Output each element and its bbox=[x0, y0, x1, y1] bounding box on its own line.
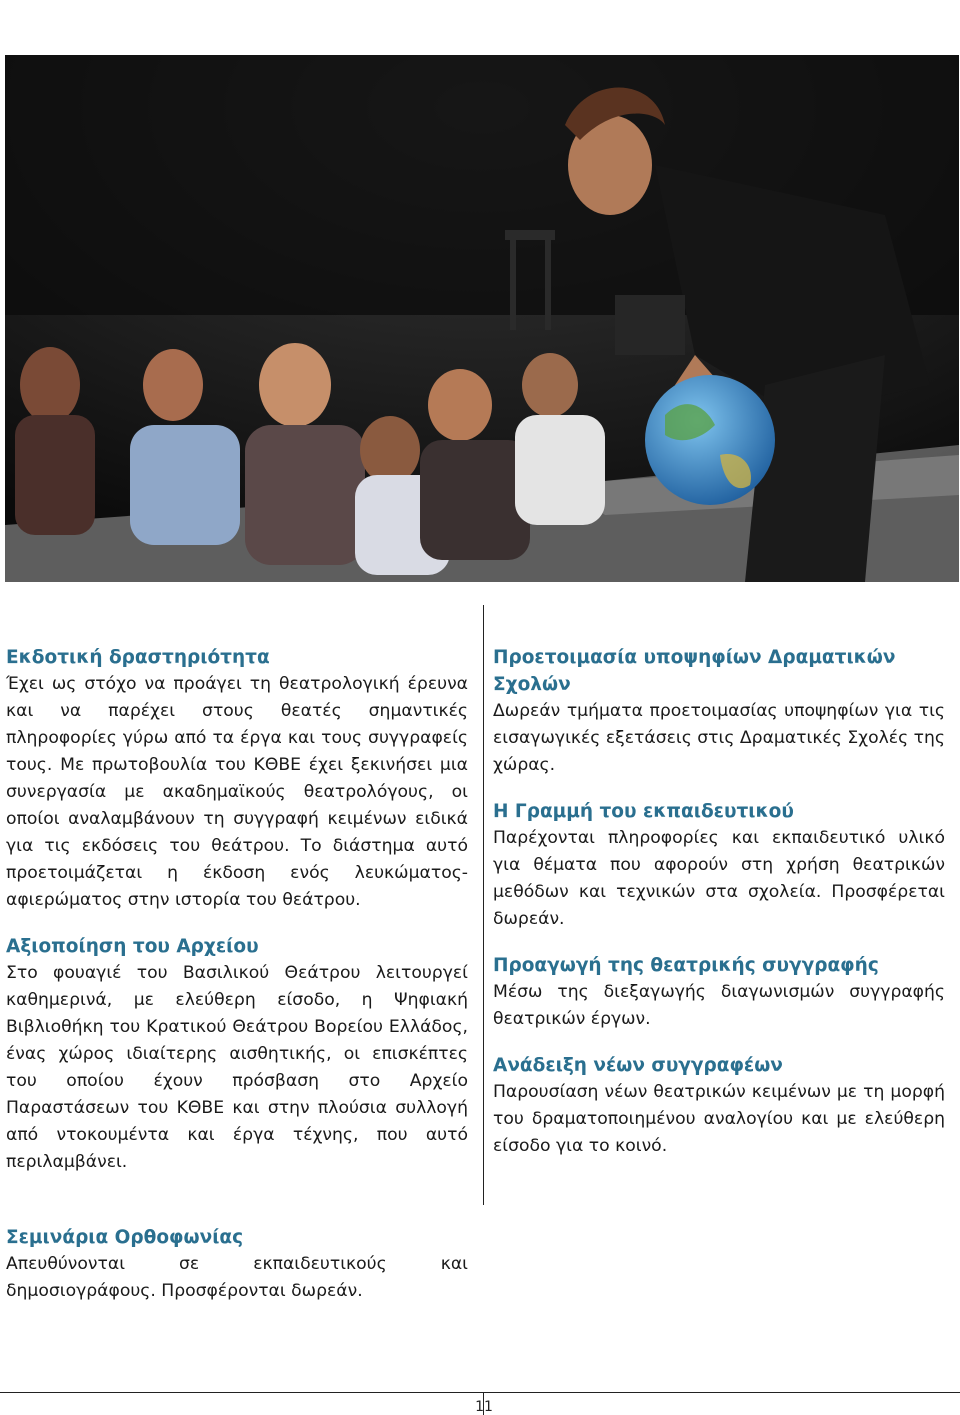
theatre-workshop-photo bbox=[5, 55, 959, 582]
section-body: Παρέχονται πληροφορίες και εκπαιδευτικό υλικό για θέματα που αφορούν στη χρήση θεατρικών μεθόδων και τεχνικών στα σχολεία. Προσφέρεται δωρεάν. bbox=[493, 828, 945, 929]
section-title: Η Γραμμή του εκπαιδευτικού bbox=[493, 801, 794, 822]
section-body: Στο φουαγιέ του Βασιλικού Θεάτρου λειτουργεί καθημερινά, με ελεύθερη είσοδο, η Ψηφιακή Βιβλιοθήκη του Κρατικού Θεάτρου Βορείου Ελλάδος, ένας χώρος ιδιαίτερης αισθητικής, οι επισκέπτες του οποίου έχουν πρόσβαση στο Αρχείο Παραστάσεων του ΚΘΒΕ και στην πλούσια συλλογή από ντοκουμέντα και έργα τέχνης, που αυτό περιλαμβάνει. bbox=[6, 963, 468, 1172]
section-title: Προετοιμασία υποψηφίων Δραματικών Σχολών bbox=[493, 647, 896, 695]
right-column bbox=[493, 644, 945, 1179]
footer-rule bbox=[0, 1392, 960, 1393]
section-title: Αξιοποίηση του Αρχείου bbox=[6, 936, 259, 957]
photo-illustration bbox=[5, 55, 959, 582]
section-drama-school-prep bbox=[493, 644, 945, 779]
section-title: Ανάδειξη νέων συγγραφέων bbox=[493, 1055, 783, 1076]
section-title: Προαγωγή της θεατρικής συγγραφής bbox=[493, 955, 879, 976]
section-teacher-line bbox=[493, 798, 945, 933]
section-body: Παρουσίαση νέων θεατρικών κειμένων με τη μορφή του δραματοποιημένου αναλογίου και με ελεύθερη είσοδο για το κοινό. bbox=[493, 1082, 945, 1156]
section-title: Σεμινάρια Ορθοφωνίας bbox=[6, 1227, 244, 1248]
section-publishing bbox=[6, 644, 468, 914]
section-body: Μέσω της διεξαγωγής διαγωνισμών συγγραφής θεατρικών έργων. bbox=[493, 982, 945, 1029]
column-divider bbox=[483, 605, 484, 1205]
left-column bbox=[6, 644, 468, 1195]
page-number: 11 bbox=[475, 1399, 493, 1415]
section-diction-seminars bbox=[6, 1224, 468, 1305]
section-body: Απευθύνονται σε εκπαιδευτικούς και δημοσιογράφους. Προσφέρονται δωρεάν. bbox=[6, 1254, 468, 1301]
section-playwriting bbox=[493, 952, 945, 1033]
section-archive bbox=[6, 933, 468, 1176]
section-body: Έχει ως στόχο να προάγει τη θεατρολογική έρευνα και να παρέχει στους θεατές σημαντικές πληροφορίες γύρω από τα έργα και τους συγγραφείς τους. Με πρωτοβουλία του ΚΘΒΕ έχει ξεκινήσει μια συνεργασία με ακαδημαϊκούς θεατρολόγους, οι οποίοι αναλαμβάνουν τη συγγραφή κειμένων ειδικά για τις εκδόσεις του θεάτρου. Το διάστημα αυτό προετοιμάζεται η έκδοση ενός λευκώματος-αφιερώματος στην ιστορία του θεάτρου. bbox=[6, 674, 468, 910]
section-title: Εκδοτική δραστηριότητα bbox=[6, 647, 270, 668]
section-new-writers bbox=[493, 1052, 945, 1160]
section-body: Δωρεάν τμήματα προετοιμασίας υποψηφίων για τις εισαγωγικές εξετάσεις στις Δραματικές Σχολές της χώρας. bbox=[493, 701, 945, 775]
